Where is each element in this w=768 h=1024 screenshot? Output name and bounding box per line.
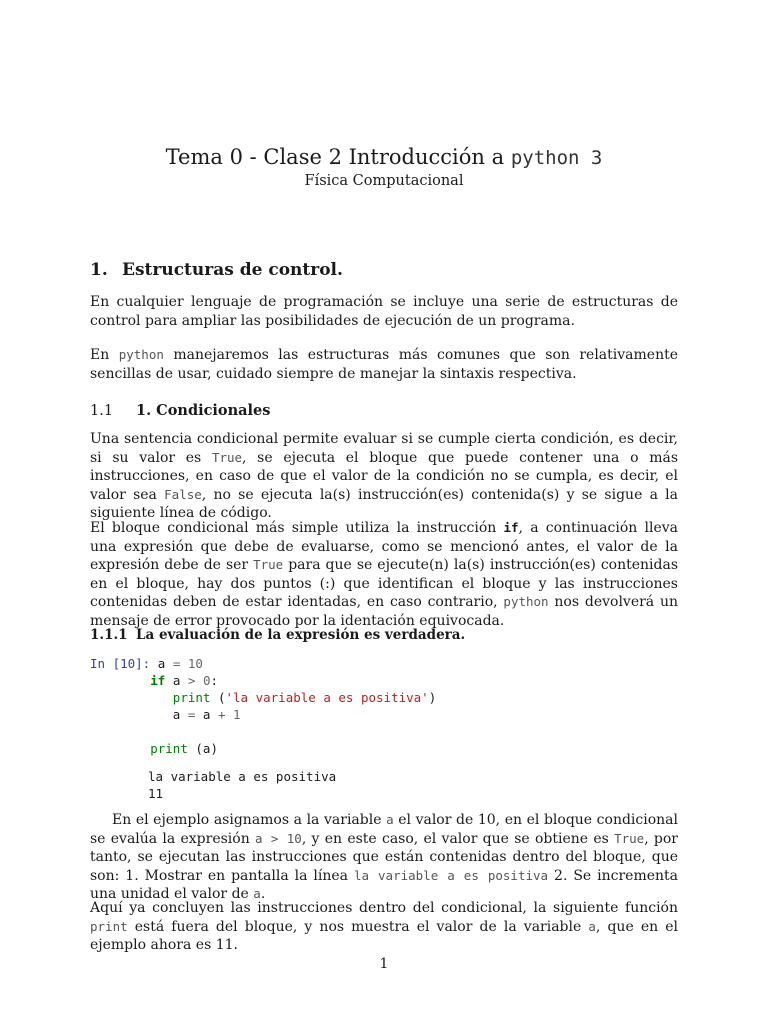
code-token: (a) — [195, 741, 218, 756]
document-page — [90, 0, 678, 1024]
inline-code: True — [211, 449, 243, 465]
code-output — [148, 768, 678, 802]
inline-code: a — [386, 812, 394, 827]
subsection-title: 1. Condicionales — [136, 402, 271, 419]
text: Una sentencia condicional permite evaluar si se cumple cierta condición, es decir, si su valor es — [90, 431, 678, 466]
title-text: Tema 0 - Clase 2 Introducción a — [165, 145, 505, 169]
code-token: = — [187, 707, 196, 722]
code-cell — [90, 655, 678, 757]
subsection-heading — [90, 401, 678, 421]
text: , a continuación lleva una expresión que debe de evaluarse, como se mencionó antes, el valor de la expresión debe de ser — [90, 520, 678, 573]
subsubsection-title: La evaluación de la expresión es verdadera. — [136, 627, 466, 643]
code-token: a — [172, 673, 181, 688]
inline-code: True — [614, 830, 645, 846]
code-token: a — [202, 707, 211, 722]
document-title — [90, 143, 678, 172]
code-keyword: if — [150, 673, 166, 688]
paragraph — [90, 899, 678, 955]
inline-code: True — [253, 557, 284, 572]
paragraph — [90, 519, 678, 630]
code-token: 10 — [187, 656, 203, 671]
document-subtitle: Física Computacional — [304, 173, 464, 189]
section-1-heading-block — [90, 259, 678, 281]
subsubsection-number: 1.1.1 — [90, 627, 128, 643]
code-function: print — [150, 741, 188, 756]
text: Aquí ya concluyen las instrucciones dentro del condicional, la siguiente función — [90, 900, 678, 916]
inline-code: print — [90, 918, 128, 934]
subsubsection-heading — [90, 626, 678, 644]
code-string: 'la variable a es positiva' — [225, 690, 429, 705]
text: nos devolverá un mensaje de error provocado por la identación equivocada. — [90, 594, 679, 629]
inline-code: la variable a es positiva — [353, 867, 549, 883]
paragraph — [90, 346, 678, 383]
inline-code: a — [253, 886, 261, 901]
text: , no se ejecuta la(s) instrucción(es) contenida(s) y se sigue a la siguiente línea de código. — [90, 486, 678, 521]
text: , que en el ejemplo ahora es 11. — [90, 918, 679, 953]
text: , se ejecuta el bloque que puede contener una o más instrucciones, en caso de que el valor de la condición no se cumpla, es decir, el valor sea — [90, 449, 679, 503]
text: para que se ejecute(n) la(s) instrucción(es) contenidas en el bloque, hay dos puntos (:) que identifican el bloque y las instrucciones contenidas deben de estar identadas, en caso contrario, — [90, 557, 679, 610]
section-title: Estructuras de control. — [122, 260, 343, 280]
explanation-paragraph-1 — [90, 811, 678, 904]
text: En el ejemplo asignamos a la variable — [112, 812, 382, 828]
paragraph — [90, 430, 678, 523]
subsubsection-heading-block — [90, 626, 678, 644]
code-function: print — [172, 690, 211, 705]
title-code: python 3 — [510, 147, 603, 169]
code-token: : — [210, 673, 218, 688]
code-token: + — [217, 707, 226, 722]
paragraph: En cualquier lenguaje de programación se incluye una serie de estructuras de control para ampliar las posibilidades de ejecución de un programa. — [90, 294, 678, 329]
text: En — [90, 347, 110, 363]
output-line: 11 — [148, 786, 164, 801]
inline-code: python — [118, 347, 164, 362]
inline-code: python — [503, 594, 549, 609]
text: , por tanto, se ejecutan las instrucciones que están contenidas dentro del bloque, que son: 1. Mostrar en pantalla la línea — [90, 830, 678, 884]
paragraph — [90, 811, 678, 904]
section-1-paragraph-2 — [90, 346, 678, 383]
section-1-paragraph-1 — [90, 293, 678, 330]
code-token: = — [172, 656, 181, 671]
inline-code: if — [503, 520, 519, 535]
text: está fuera del bloque, y nos muestra el valor de la variable — [134, 918, 582, 935]
text: 2. Se incrementa una unidad el valor de — [90, 867, 679, 902]
output-line: la variable a es positiva — [148, 769, 337, 784]
inline-code: a — [588, 918, 596, 934]
subsection-heading-block — [90, 401, 678, 421]
text: . — [260, 886, 266, 902]
code-token: ( — [217, 690, 226, 705]
code-token: 1 — [233, 707, 241, 722]
text: El bloque condicional más simple utiliza la instrucción — [90, 520, 497, 536]
code-token: > — [187, 673, 196, 688]
code-token: a — [172, 707, 181, 722]
title-block — [90, 143, 678, 190]
subsection-paragraph-1 — [90, 430, 678, 523]
code-token: ) — [428, 690, 437, 705]
subsection-paragraph-2 — [90, 519, 678, 630]
text: manejaremos las estructuras más comunes que son relativamente sencillas de usar, cuidado siempre de manejar la sintaxis respectiva. — [90, 347, 678, 382]
code-prompt: In [10]: — [90, 656, 151, 671]
explanation-paragraph-2 — [90, 899, 678, 955]
subsection-number: 1.1 — [90, 403, 114, 419]
page-number: 1 — [379, 956, 389, 972]
code-token: 0 — [202, 673, 211, 688]
text: el valor de 10, en el bloque condicional se evalúa la expresión — [90, 812, 678, 847]
inline-code: a > 10 — [255, 830, 302, 846]
text: , y en este caso, el valor que se obtiene es — [301, 830, 609, 847]
section-heading — [90, 259, 678, 281]
inline-code: False — [164, 486, 202, 502]
code-token: a — [157, 656, 166, 671]
section-number: 1. — [90, 260, 108, 280]
